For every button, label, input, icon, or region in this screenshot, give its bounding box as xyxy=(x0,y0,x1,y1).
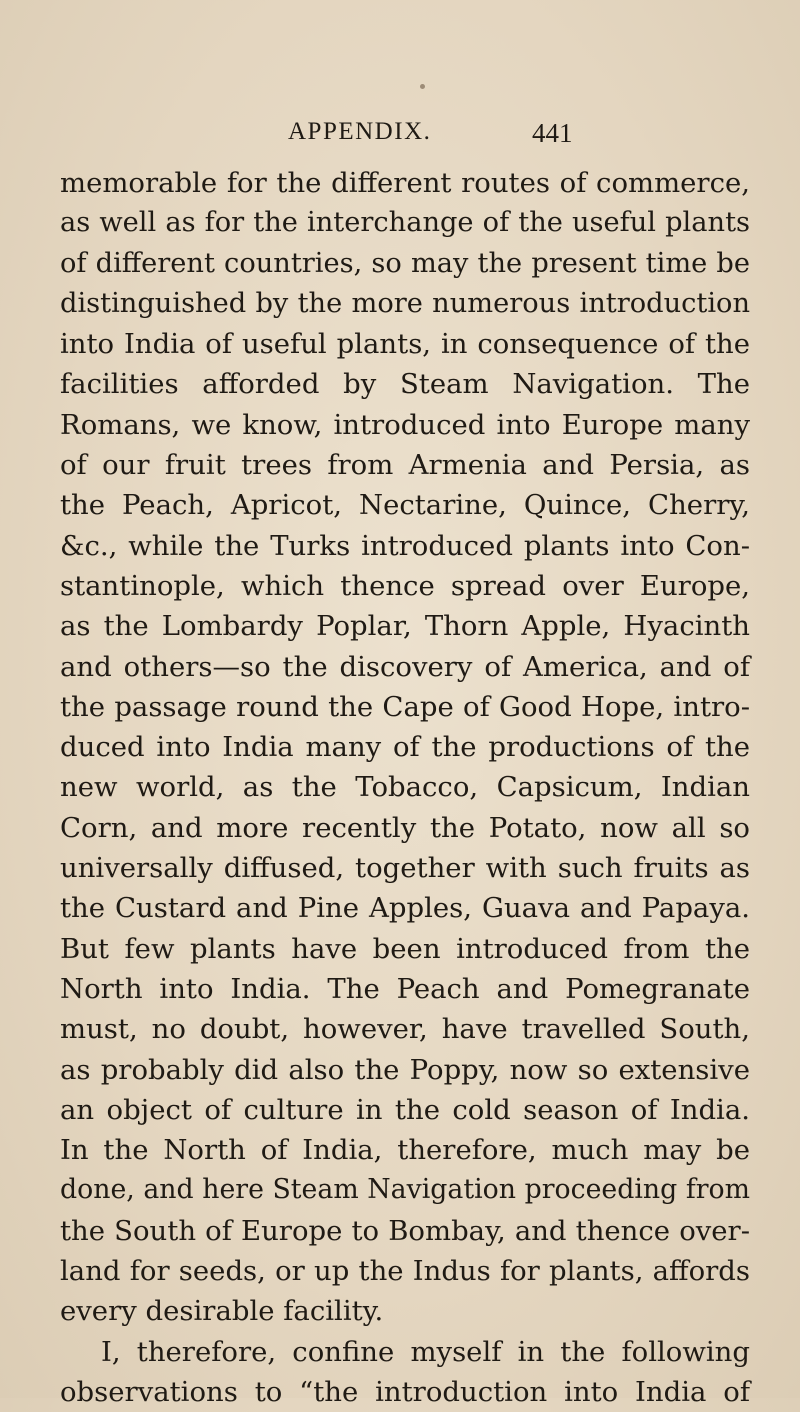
text-line: But few plants have been introduced from the xyxy=(60,932,750,965)
running-title: APPENDIX. xyxy=(288,118,432,145)
text-line: into India of useful plants, in consequence of the xyxy=(60,328,750,361)
running-head xyxy=(0,118,800,158)
text-line: Romans, we know, introduced into Europe many xyxy=(60,408,750,441)
text-line: the Custard and Pine Apples, Guava and Papaya. xyxy=(60,892,750,925)
text-line: new world, as the Tobacco, Capsicum, Indian xyxy=(60,771,750,804)
text-line: as probably did also the Poppy, now so extensive xyxy=(60,1053,750,1086)
text-line: and others—so the discovery of America, and of xyxy=(60,650,750,683)
text-line: &c., while the Turks introduced plants into Con- xyxy=(60,529,750,562)
text-line: the passage round the Cape of Good Hope, intro- xyxy=(60,690,750,723)
text-line: of our fruit trees from Armenia and Persia, as xyxy=(60,449,750,482)
text-line: I, therefore, confine myself in the following xyxy=(101,1335,750,1368)
text-line: facilities afforded by Steam Navigation. The xyxy=(60,368,750,401)
text-line: duced into India many of the productions of the xyxy=(60,731,750,764)
text-line: memorable for the different routes of commerce, xyxy=(60,167,750,199)
text-line: of different countries, so may the present time be xyxy=(60,247,750,279)
text-line: observations to “the introduction into India of xyxy=(60,1375,750,1408)
text-line: done, and here Steam Navigation proceeding from xyxy=(60,1174,750,1206)
text-line: the South of Europe to Bombay, and thence over- xyxy=(60,1214,750,1247)
text-line: as the Lombardy Poplar, Thorn Apple, Hyacinth xyxy=(60,610,750,643)
text-line: stantinople, which thence spread over Europe, xyxy=(60,569,750,602)
text-line: as well as for the interchange of the useful plants xyxy=(60,207,750,239)
text-line: an object of culture in the cold season of India. xyxy=(60,1093,750,1126)
page-number: 441 xyxy=(532,118,573,148)
text-line: North into India. The Peach and Pomegranate xyxy=(60,972,750,1005)
text-line: universally diffused, together with such fruits as xyxy=(60,852,750,885)
text-line: land for seeds, or up the Indus for plants, affords xyxy=(60,1255,750,1288)
body-text xyxy=(60,163,750,1412)
text-line: the Peach, Apricot, Nectarine, Quince, Cherry, xyxy=(60,489,750,522)
text-line: Corn, and more recently the Potato, now all so xyxy=(60,811,750,844)
text-line: distinguished by the more numerous introduction xyxy=(60,287,750,319)
text-line: In the North of India, therefore, much may be xyxy=(60,1134,750,1167)
paper-speck xyxy=(420,84,425,89)
text-line: must, no doubt, however, have travelled South, xyxy=(60,1013,750,1046)
text-line: every desirable facility. xyxy=(60,1295,384,1328)
